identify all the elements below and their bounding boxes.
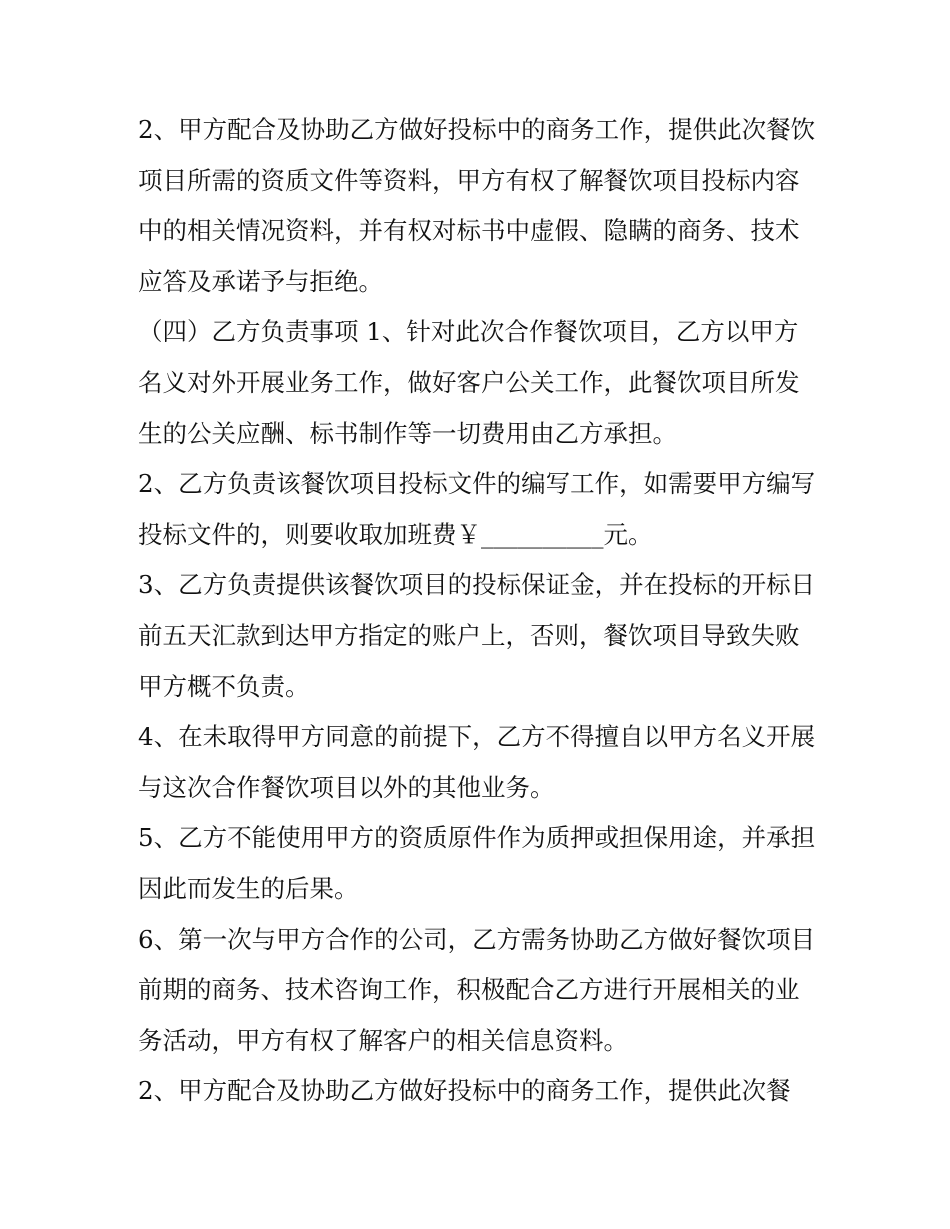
paragraph-party-b-responsibilities: （四）乙方负责事项 1、针对此次合作餐饮项目，乙方以甲方名义对外开展业务工作，做好客户公关工作，此餐饮项目所发生的公关应酬、标书制作等一切费用由乙方承担。 (138, 317, 800, 448)
paragraph-bid-deposit: 3、乙方负责提供该餐饮项目的投标保证金，并在投标的开标日前五天汇款到达甲方指定的账户上，否则，餐饮项目导致失败甲方概不负责。 (138, 570, 816, 701)
paragraph-party-a-cooperation: 2、甲方配合及协助乙方做好投标中的商务工作，提供此次餐饮项目所需的资质文件等资料，甲方有权了解餐饮项目投标内容中的相关情况资料，并有权对标书中虚假、隐瞒的商务、技术应答及承诺予与拒绝。 (138, 115, 816, 296)
paragraph-first-cooperation: 6、第一次与甲方合作的公司，乙方需务协助乙方做好餐饮项目前期的商务、技术咨询工作，积极配合乙方进行开展相关的业务活动，甲方有权了解客户的相关信息资料。 (138, 924, 816, 1055)
paragraph-bid-document-writing: 2、乙方负责该餐饮项目投标文件的编写工作，如需要甲方编写投标文件的，则要收取加班费￥__________元。 (138, 469, 816, 549)
paragraph-no-unauthorized-business: 4、在未取得甲方同意的前提下，乙方不得擅自以甲方名义开展与这次合作餐饮项目以外的其他业务。 (138, 722, 816, 802)
paragraph-repeated-cooperation: 2、甲方配合及协助乙方做好投标中的商务工作，提供此次餐 (138, 1076, 791, 1106)
paragraph-no-pledge-of-qualification: 5、乙方不能使用甲方的资质原件作为质押或担保用途，并承担因此而发生的后果。 (138, 823, 816, 903)
document-body (138, 105, 818, 1117)
